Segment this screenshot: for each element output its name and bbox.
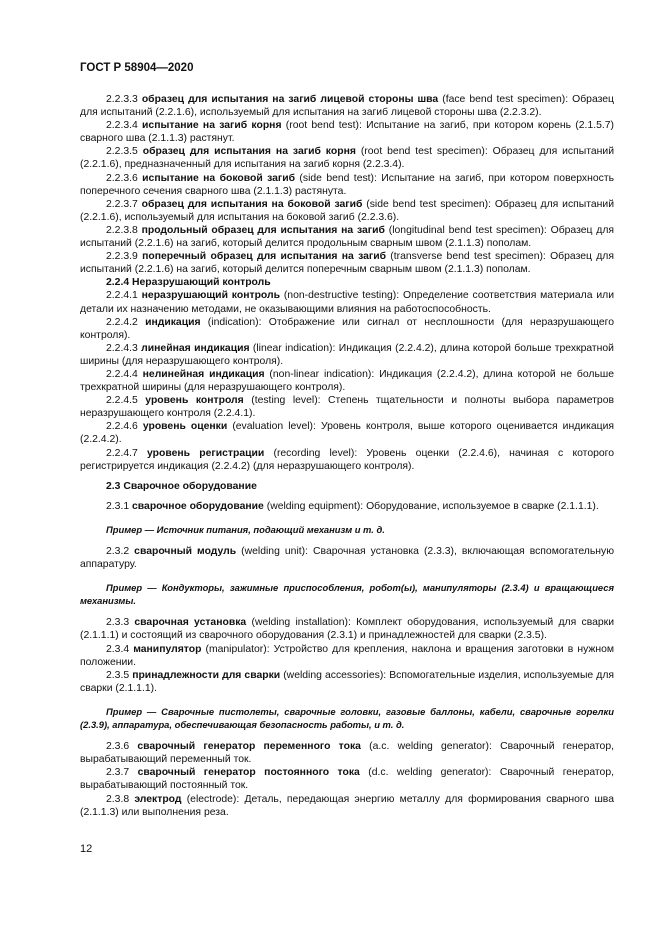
example-note: Пример — Сварочные пистолеты, сварочные головки, газовые баллоны, кабели, сварочные горелки (2.3.9), аппаратура, обеспечивающая безопасность работы, и т. д.	[80, 705, 614, 731]
paragraph-2-2-4-2: 2.2.4.2 индикация (indication): Отображение или сигнал от несплошности (для неразрушающего контроля).	[80, 316, 615, 341]
paragraph-2-2-4-5: 2.2.4.5 уровень контроля (testing level): Степень тщательности и полноты выбора параметров неразрушающего контроля (2.2.4.1).	[80, 395, 614, 420]
paragraph-2-2-3-5: 2.2.3.5 образец для испытания на загиб корня (root bend test specimen): Образец для испытаний (2.2.1.6), предназначенный для испытания на загиб корня (2.2.3.4).	[80, 146, 614, 171]
subsection-heading-2-2-4: 2.2.4 Неразрушающий контроль	[106, 277, 271, 289]
paragraph-2-3-3: 2.3.3 сварочная установка (welding installation): Комплект оборудования, используемый для сварки (2.1.1.1) и состоящий из сварочного оборудования (2.3.1) и принадлежностей для сварки (2.3.5).	[80, 617, 615, 642]
section-heading-2-3: 2.3 Сварочное оборудование	[106, 480, 257, 492]
paragraph-2-2-3-3: 2.2.3.3 образец для испытания на загиб лицевой стороны шва (face bend test specimen): Образец для испытаний (2.2.1.6), используемый для испытания на загиб лицевой стороны шва (2.2.3.2).	[80, 94, 615, 119]
example-note: Пример — Кондукторы, зажимные приспособления, робот(ы), манипуляторы (2.3.4) и вращающиеся механизмы.	[80, 582, 614, 607]
example-note: Пример — Источник питания, подающий механизм и т. д.	[106, 523, 385, 535]
paragraph-2-2-4-6: 2.2.4.6 уровень оценки (evaluation level): Уровень контроля, выше которого оценивается индикация (2.2.4.2).	[80, 421, 614, 446]
paragraph-2-3-1: 2.3.1 сварочное оборудование (welding equipment): Оборудование, используемое в сварке (2.1.1.1).	[106, 500, 599, 512]
document-code: ГОСТ Р 58904—2020	[80, 62, 194, 74]
paragraph-2-2-3-9: 2.2.3.9 поперечный образец для испытания на загиб (transverse bend test specimen): Образец для испытаний (2.2.1.6) на загиб, который делится поперечным сварным швом (2.1.1.3) пополам.	[80, 251, 614, 276]
paragraph-2-2-4-1: 2.2.4.1 неразрушающий контроль (non-destructive testing): Определение соответствия материала или детали их назначению методами, не оказывающими влияния на работоспособность.	[80, 290, 614, 315]
page-content	[80, 93, 614, 819]
paragraph-2-3-2: 2.3.2 сварочный модуль (welding unit): Сварочная установка (2.3.3), включающая вспомогательную аппаратуру.	[80, 546, 615, 571]
paragraph-2-3-5: 2.3.5 принадлежности для сварки (welding accessories): Вспомогательные изделия, используемые для сварки (2.1.1.1).	[80, 669, 615, 694]
paragraph-2-2-3-4: 2.2.3.4 испытание на загиб корня (root bend test): Испытание на загиб, при котором корень (2.1.5.7) сварного шва (2.1.1.3) растянут.	[80, 120, 615, 145]
paragraph-2-2-4-7: 2.2.4.7 уровень регистрации (recording level): Уровень оценки (2.2.4.6), начиная с которого регистрируется индикация (2.2.4.2) (для неразрушающего контроля).	[80, 447, 614, 472]
paragraph-2-2-3-6: 2.2.3.6 испытание на боковой загиб (side bend test): Испытание на загиб, при котором поверхность поперечного сечения сварного шва (2.1.1.3) растянута.	[80, 172, 614, 197]
paragraph-2-3-4: 2.3.4 манипулятор (manipulator): Устройство для крепления, наклона и вращения заготовки в нужном положении.	[80, 643, 615, 668]
page-number: 12	[80, 843, 93, 855]
paragraph-2-3-7: 2.3.7 сварочный генератор постоянного тока (d.c. welding generator): Сварочный генератор, вырабатывающий постоянный ток.	[80, 767, 614, 792]
paragraph-2-3-8: 2.3.8 электрод (electrode): Деталь, передающая энергию металлу для формирования сварного шва (2.1.1.3) или выполнения реза.	[80, 793, 614, 818]
paragraph-2-2-4-3: 2.2.4.3 линейная индикация (linear indication): Индикация (2.2.4.2), длина которой больше трехкратной ширины (для неразрушающего контроля).	[80, 342, 614, 367]
paragraph-2-2-4-4: 2.2.4.4 нелинейная индикация (non-linear indication): Индикация (2.2.4.2), длина которой не больше трехкратной ширины (для неразрушающего контроля).	[80, 368, 614, 394]
paragraph-2-2-3-7: 2.2.3.7 образец для испытания на боковой загиб (side bend test specimen): Образец для испытаний (2.2.1.6), используемый для испытания на боковой загиб (2.2.3.6).	[80, 198, 615, 223]
paragraph-2-2-3-8: 2.2.3.8 продольный образец для испытания на загиб (longitudinal bend test specimen): Образец для испытаний (2.2.1.6) на загиб, который делится продольным сварным швом (2.1.1.3) пополам.	[80, 224, 615, 250]
paragraph-2-3-6: 2.3.6 сварочный генератор переменного тока (a.c. welding generator): Сварочный генератор, вырабатывающий переменный ток.	[80, 741, 614, 766]
